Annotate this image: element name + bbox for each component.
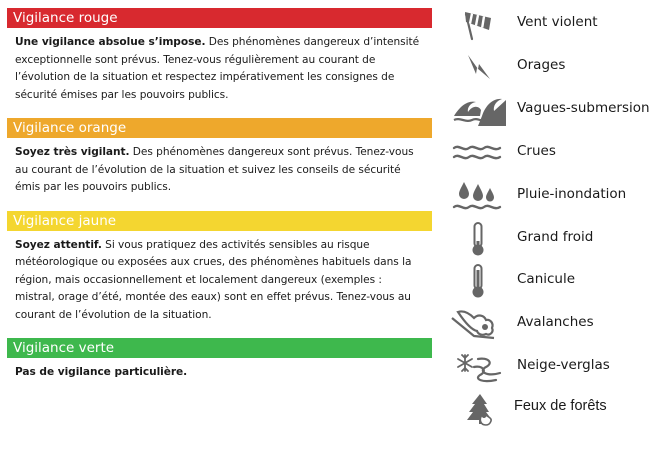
phenomenon-wind [448,4,666,44]
lightning-icon [448,47,508,87]
level-yellow-text: Si vous pratiquez des activités sensibles au risque météorologique ou exposées aux crues, des phénomènes habituels dans la région, mais occasionnellement et localement dangereux (exemples : mistral, orage d’été, montée des eaux) sont en effet prévus. Tenez-vous au courant de l’évolution de la situation. [15,238,412,321]
level-green-lead: Pas de vigilance particulière. [15,366,188,378]
level-yellow-description [7,231,432,325]
hot-thermometer-icon [448,261,508,301]
vigilance-levels [7,8,432,396]
level-green-bar: Vigilance verte [7,338,432,358]
forest-fire-icon [448,388,508,428]
level-green-description [7,358,432,382]
level-orange-description [7,138,432,197]
phenomenon-label: Avalanches [517,314,594,330]
level-yellow-lead: Soyez attentif. [15,238,102,251]
phenomenon-label: Neige-verglas [517,357,610,373]
phenomenon-forest-fire [448,388,666,428]
windsock-icon [448,4,508,44]
phenomenon-waves [448,90,666,130]
snow-ice-icon [448,347,508,387]
avalanche-icon [448,304,508,344]
cold-thermometer-icon [448,219,508,259]
phenomenon-floods [448,133,666,173]
phenomenon-storms [448,47,666,87]
flood-icon [448,133,508,173]
level-red-text: Des phénomènes dangereux d’intensité exceptionnelle sont prévus. Tenez-vous régulièrement au courant de l’évolution de la situation et respectez impérativement les consignes de sécurité émises par les pouvoirs publics. [15,36,420,101]
phenomenon-label: Vagues-submersion [517,100,650,116]
level-red-lead: Une vigilance absolue s’impose. [15,36,206,48]
level-yellow [7,211,432,325]
phenomenon-cold [448,219,666,259]
phenomenon-label: Pluie-inondation [517,186,627,202]
phenomenon-label: Vent violent [517,14,598,30]
level-red-bar: Vigilance rouge [7,8,432,28]
rain-flood-icon [448,176,508,216]
level-orange-lead: Soyez très vigilant. [15,146,130,158]
phenomenon-heat [448,261,666,301]
level-green [7,338,432,382]
phenomenon-label: Feux de forêts [514,398,607,414]
level-red-description [7,28,432,104]
level-yellow-bar: Vigilance jaune [7,211,432,231]
phenomenon-label: Grand froid [517,229,594,245]
phenomenon-label: Orages [517,57,566,73]
phenomenon-label: Crues [517,143,556,159]
waves-icon [448,90,508,130]
phenomenon-label: Canicule [517,271,576,287]
level-orange [7,118,432,197]
level-orange-text: Des phénomènes dangereux sont prévus. Tenez-vous au courant de l’évolution de la situation et suivez les conseils de sécurité émis par les pouvoirs publics. [15,146,414,193]
phenomenon-snow-ice [448,347,666,387]
level-red [7,8,432,104]
phenomenon-avalanches [448,304,666,344]
phenomenon-rain-flood [448,176,666,216]
level-orange-bar: Vigilance orange [7,118,432,138]
